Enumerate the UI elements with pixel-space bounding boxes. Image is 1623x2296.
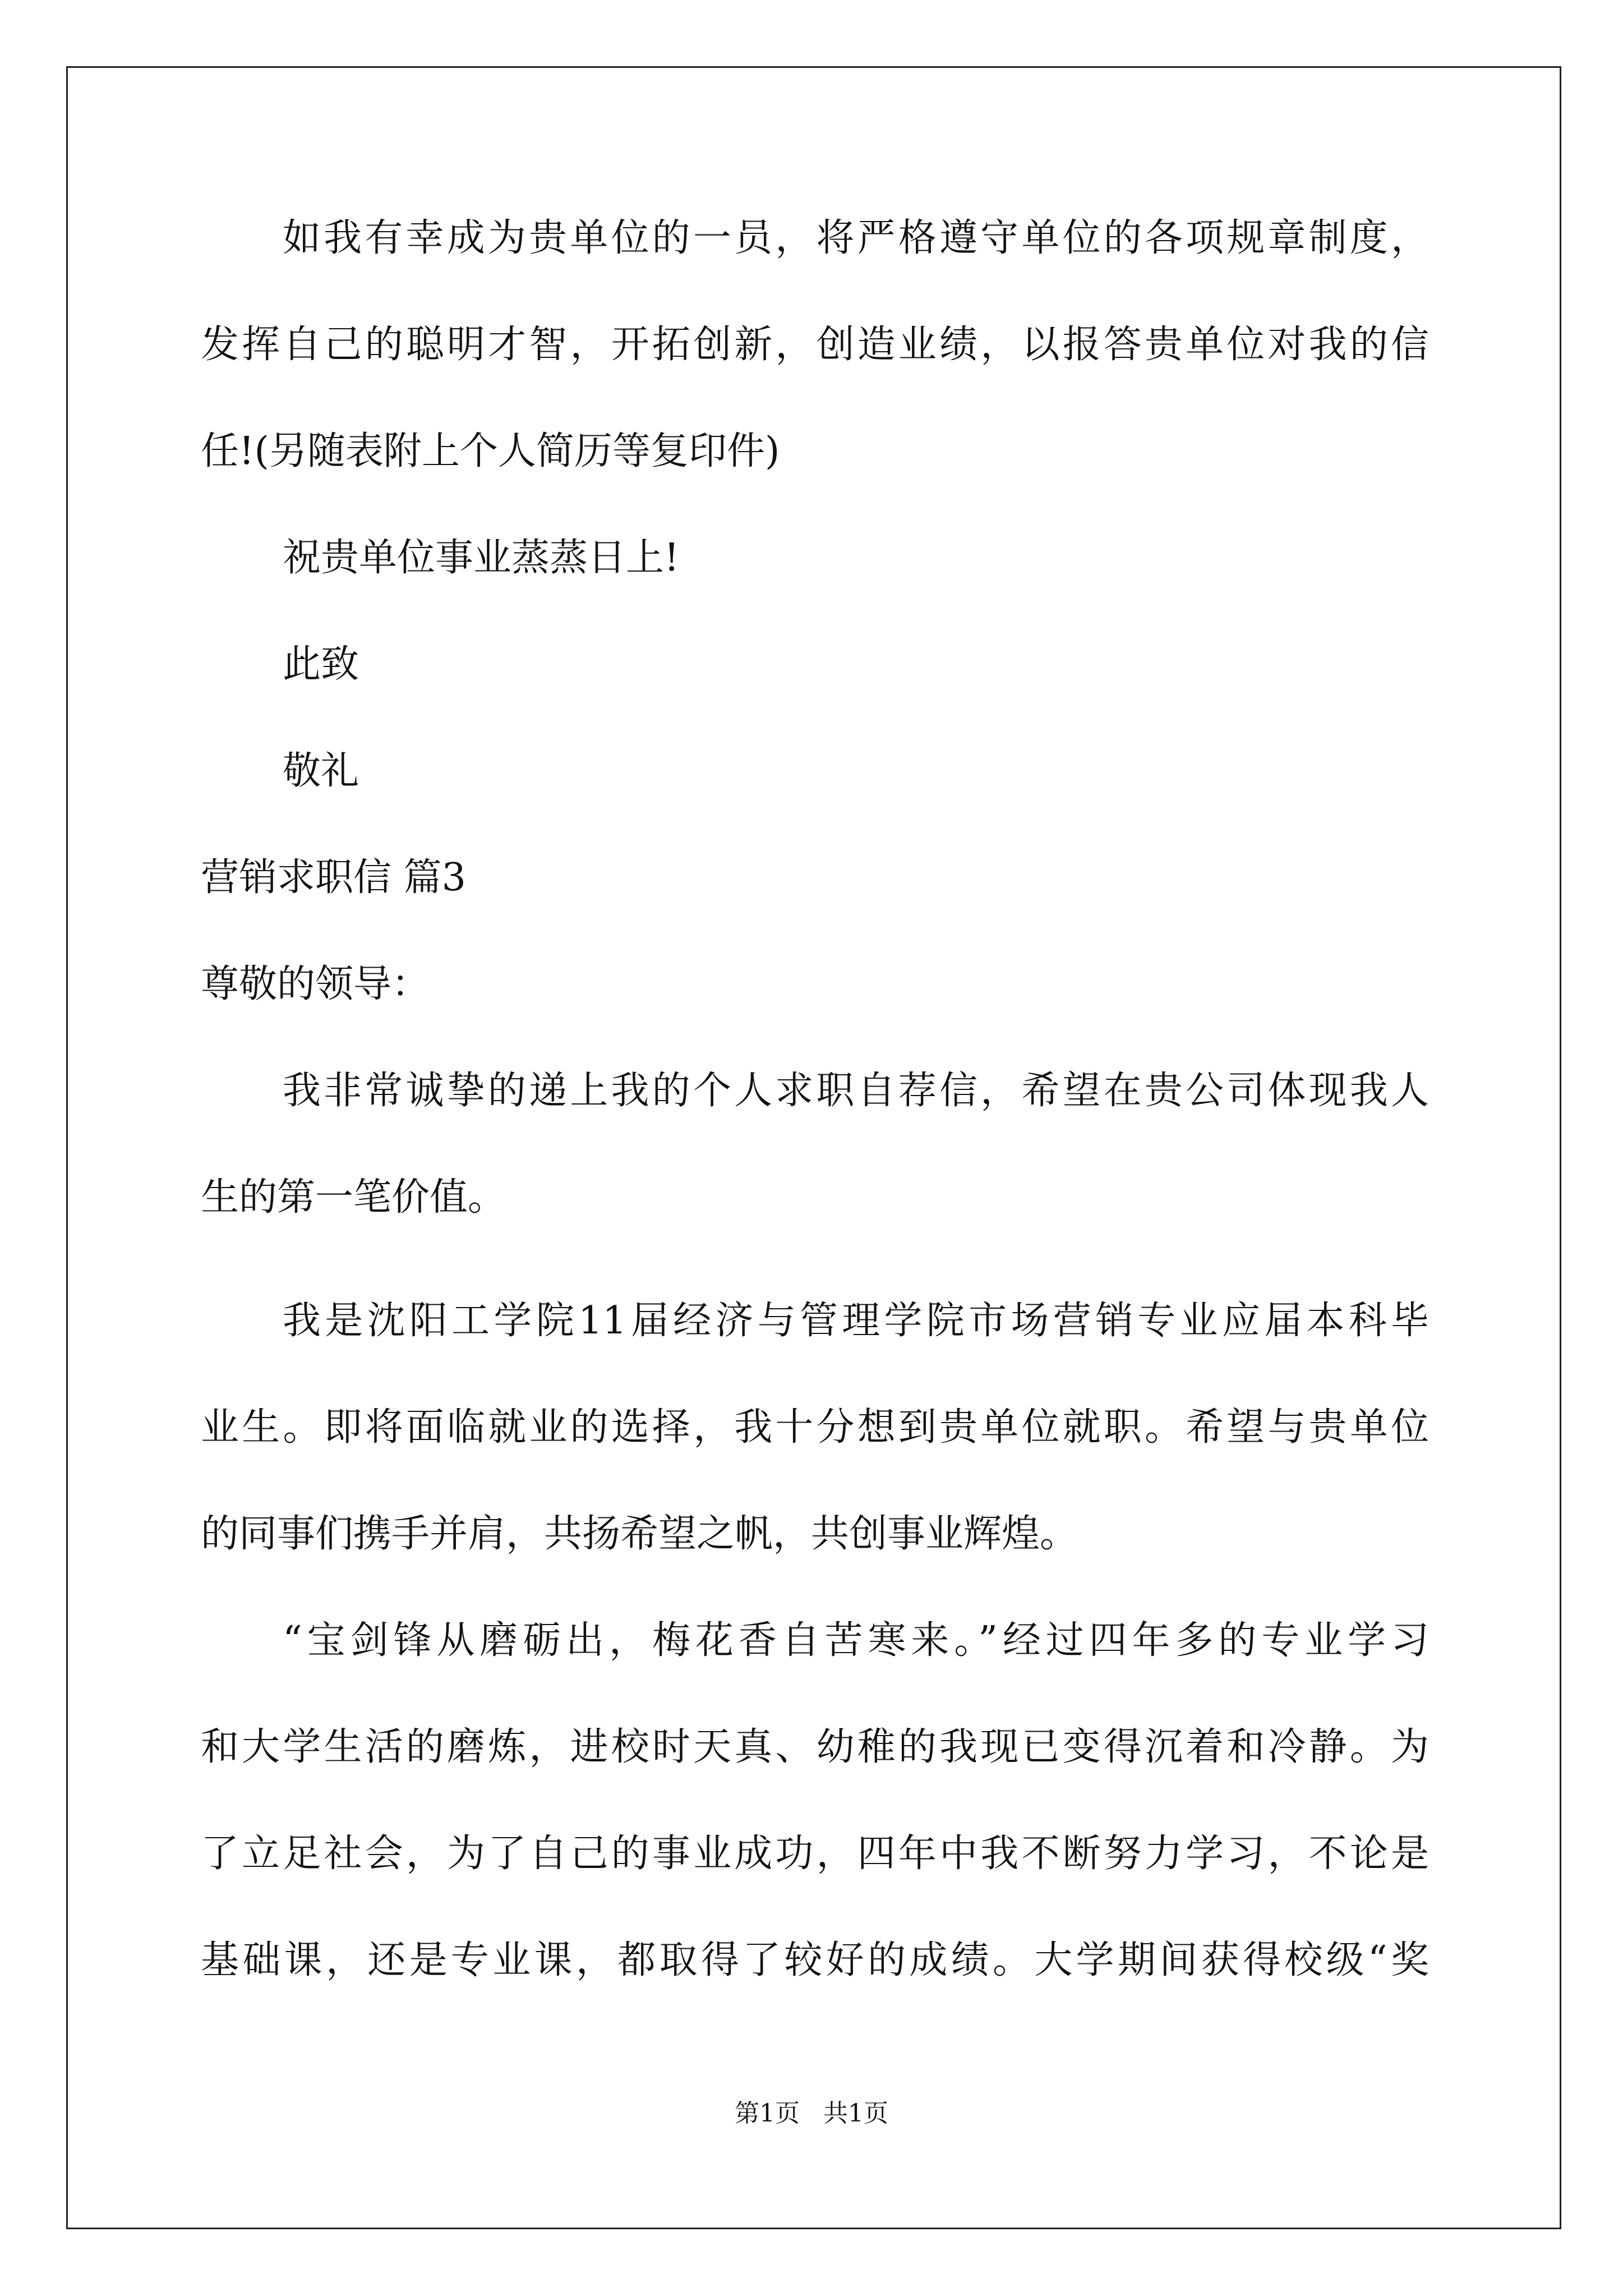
page-border bbox=[66, 66, 1561, 2229]
paragraph-line: 的同事们携手并肩，共扬希望之帆，共创事业辉煌。 bbox=[201, 1512, 1078, 1556]
paragraph-line: 了立足社会，为了自己的事业成功，四年中我不断努力学习，不论是 bbox=[201, 1832, 1429, 1876]
paragraph-line: 如我有幸成为贵单位的一员，将严格遵守单位的各项规章制度， bbox=[283, 216, 1429, 260]
section-heading: 营销求职信 篇3 bbox=[201, 855, 466, 900]
page-footer: 第1页 共1页 bbox=[735, 2099, 888, 2128]
paragraph-line: 和大学生活的磨炼，进校时天真、幼稚的我现已变得沉着和冷静。为 bbox=[201, 1725, 1429, 1769]
letter-greeting: 尊敬的领导： bbox=[201, 962, 430, 1006]
paragraph-line: 基础课，还是专业课，都取得了较好的成绩。大学期间获得校级“奖 bbox=[201, 1938, 1429, 1982]
paragraph-line: 业生。即将面临就业的选择，我十分想到贵单位就职。希望与贵单位 bbox=[201, 1405, 1429, 1450]
salutation-jingli: 敬礼 bbox=[283, 749, 359, 793]
salutation-cizhi: 此致 bbox=[283, 642, 359, 687]
paragraph-line: 发挥自己的聪明才智，开拓创新，创造业绩，以报答贵单位对我的信 bbox=[201, 323, 1429, 367]
paragraph-line: “宝剑锋从磨砺出，梅花香自苦寒来。”经过四年多的专业学习 bbox=[283, 1618, 1429, 1663]
paragraph-line: 我非常诚挚的递上我的个人求职自荐信，希望在贵公司体现我人 bbox=[283, 1069, 1429, 1113]
paragraph-line: 我是沈阳工学院11届经济与管理学院市场营销专业应届本科毕 bbox=[283, 1299, 1429, 1343]
closing-wish: 祝贵单位事业蒸蒸日上! bbox=[283, 536, 680, 580]
paragraph-line: 生的第一笔价值。 bbox=[201, 1175, 506, 1220]
paragraph-line: 任!(另随表附上个人简历等复印件) bbox=[201, 429, 780, 473]
